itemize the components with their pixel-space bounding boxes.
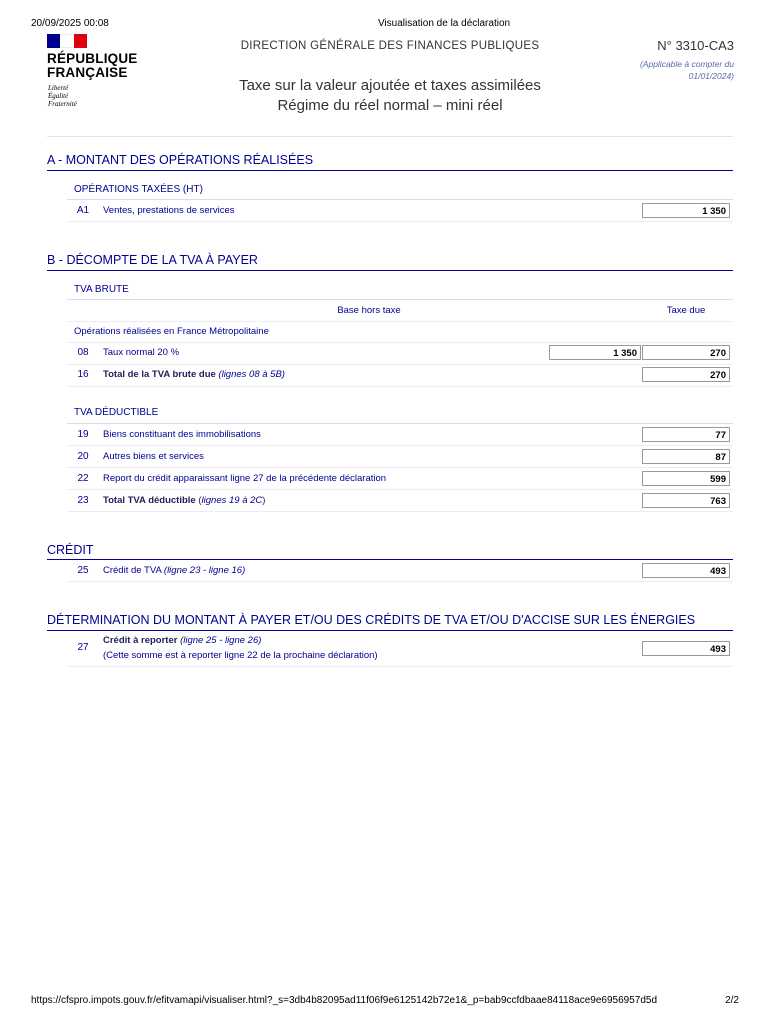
row-divider xyxy=(67,386,733,387)
line-code-20: 20 xyxy=(77,451,89,462)
line-code-22: 22 xyxy=(77,473,89,484)
line-label-23 xyxy=(103,495,265,506)
field-08-base[interactable]: 1 350 xyxy=(549,345,641,360)
republique-francaise-flag-icon xyxy=(47,34,87,48)
line-note-23-close: ) xyxy=(262,495,266,506)
section-a-divider xyxy=(47,170,733,171)
row-divider xyxy=(67,489,733,490)
logo-line-2: FRANÇAISE xyxy=(47,65,128,80)
line-label-27-text: Crédit à reporter xyxy=(103,635,178,646)
tva-brute-subtitle: TVA BRUTE xyxy=(74,284,129,295)
line-sub-27: (Cette somme est à reporter ligne 22 de la prochaine déclaration) xyxy=(103,650,378,661)
republique-francaise-logo xyxy=(47,52,138,80)
motto-fraternite: Fraternité xyxy=(48,100,77,108)
applicable-line-1: (Applicable à compter du xyxy=(639,59,734,69)
header-divider xyxy=(47,136,733,137)
page-number: 2/2 xyxy=(725,995,739,1006)
line-label-25-text: Crédit de TVA xyxy=(103,565,162,576)
form-title-line-2: Régime du réel normal – mini réel xyxy=(277,97,503,114)
row-divider xyxy=(67,342,733,343)
line-code-a1: A1 xyxy=(76,205,90,216)
section-a-title: A - MONTANT DES OPÉRATIONS RÉALISÉES xyxy=(47,153,314,167)
line-note-25: (ligne 23 - ligne 16) xyxy=(163,565,246,576)
row-divider xyxy=(67,364,733,365)
line-label-19: Biens constituant des immobilisations xyxy=(103,429,261,440)
section-a-subtitle: OPÉRATIONS TAXÉES (HT) xyxy=(74,184,203,195)
line-note-27: (ligne 25 - ligne 26) xyxy=(180,635,262,646)
print-title: Visualisation de la déclaration xyxy=(377,18,511,29)
line-label-20: Autres biens et services xyxy=(103,451,204,462)
subtitle-divider xyxy=(67,423,733,424)
line-label-23-text: Total TVA déductible xyxy=(103,495,196,506)
group-france-metropolitaine: Opérations réalisées en France Métropolitaine xyxy=(74,326,269,337)
field-a1[interactable]: 1 350 xyxy=(642,203,730,218)
section-determination-divider xyxy=(47,630,733,631)
line-label-a1: Ventes, prestations de services xyxy=(103,205,235,216)
line-note-16: (lignes 08 à 5B) xyxy=(218,369,285,380)
row-divider xyxy=(67,511,733,512)
line-label-16-text: Total de la TVA brute due xyxy=(103,369,216,380)
print-datetime: 20/09/2025 00:08 xyxy=(31,18,109,29)
motto-egalite: Égalité xyxy=(48,92,69,100)
footer-url: https://cfspro.impots.gouv.fr/efitvamapi/visualiser.html?_s=3db4b82095ad11f06f9e6125142b72e1&_p=bab9ccfdbaae84118ace9e6956957d5d xyxy=(31,995,658,1006)
row-divider xyxy=(67,581,733,582)
row-divider xyxy=(67,321,733,322)
row-divider xyxy=(67,467,733,468)
field-23[interactable]: 763 xyxy=(642,493,730,508)
row-divider xyxy=(67,666,733,667)
line-label-25 xyxy=(103,565,245,576)
column-header-base: Base hors taxe xyxy=(337,305,401,316)
line-note-23-open: ( xyxy=(198,495,202,506)
row-divider xyxy=(67,445,733,446)
field-20[interactable]: 87 xyxy=(642,449,730,464)
line-label-22: Report du crédit apparaissant ligne 27 de la précédente déclaration xyxy=(103,473,387,484)
section-b-divider xyxy=(47,270,733,271)
line-code-16: 16 xyxy=(77,369,89,380)
line-note-23: lignes 19 à 2C xyxy=(201,495,263,506)
motto xyxy=(48,84,77,108)
form-title-line-1: Taxe sur la valeur ajoutée et taxes assimilées xyxy=(239,77,541,94)
applicable-line-2: 01/01/2024) xyxy=(688,71,734,81)
section-credit-divider xyxy=(47,559,733,560)
tva-deductible-subtitle: TVA DÉDUCTIBLE xyxy=(74,407,159,418)
field-27[interactable]: 493 xyxy=(642,641,730,656)
line-code-27: 27 xyxy=(77,642,89,653)
field-22[interactable]: 599 xyxy=(642,471,730,486)
form-title xyxy=(190,76,590,116)
form-number: N° 3310-CA3 xyxy=(657,38,734,53)
dgfip-heading: DIRECTION GÉNÉRALE DES FINANCES PUBLIQUES xyxy=(240,40,540,52)
line-code-25: 25 xyxy=(77,565,89,576)
line-label-27 xyxy=(103,635,261,646)
field-19[interactable]: 77 xyxy=(642,427,730,442)
row-divider xyxy=(67,221,733,222)
motto-liberte: Liberté xyxy=(48,84,69,92)
line-label-08: Taux normal 20 % xyxy=(103,347,180,358)
subtitle-divider xyxy=(67,199,733,200)
subtitle-divider xyxy=(67,299,733,300)
line-code-23: 23 xyxy=(77,495,89,506)
field-16[interactable]: 270 xyxy=(642,367,730,382)
column-header-tax: Taxe due xyxy=(666,305,706,316)
section-credit-title: CRÉDIT xyxy=(47,543,94,557)
section-determination-title: DÉTERMINATION DU MONTANT À PAYER ET/OU DES CRÉDITS DE TVA ET/OU D'ACCISE SUR LES ÉNERGIES xyxy=(47,613,696,627)
section-b-title: B - DÉCOMPTE DE LA TVA À PAYER xyxy=(47,253,258,267)
line-label-16 xyxy=(103,369,285,380)
logo-line-1: RÉPUBLIQUE xyxy=(47,51,138,66)
line-code-19: 19 xyxy=(77,429,89,440)
field-08-tax[interactable]: 270 xyxy=(642,345,730,360)
field-25[interactable]: 493 xyxy=(642,563,730,578)
line-code-08: 08 xyxy=(77,347,89,358)
